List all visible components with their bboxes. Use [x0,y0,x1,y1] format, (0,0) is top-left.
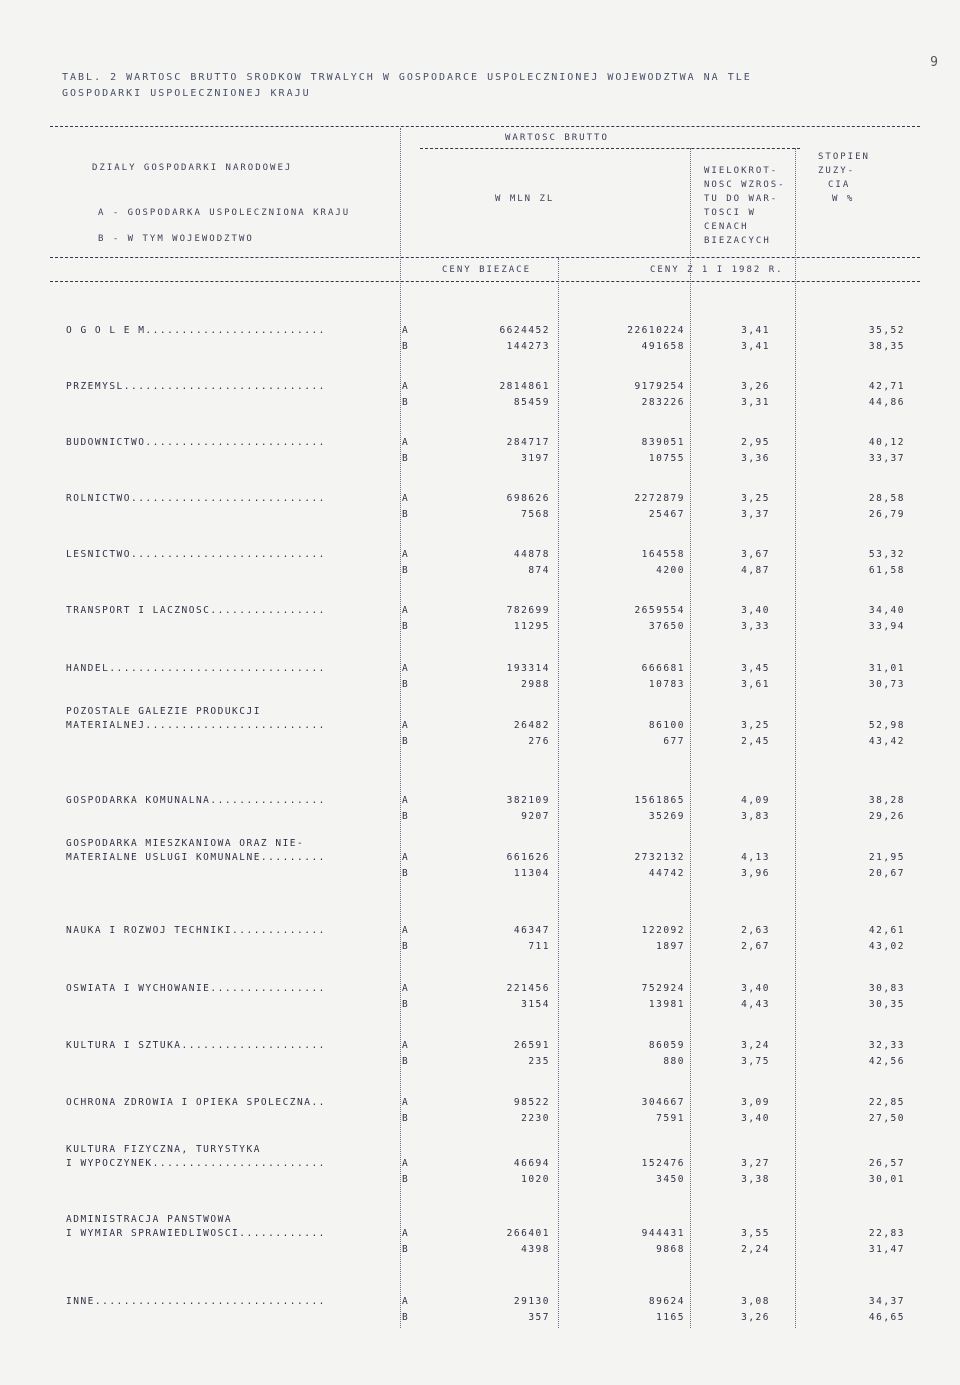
value-mln-1982: 2732132 [634,852,685,863]
header-stopien: CIA [828,180,851,190]
value-mln-biezace: 46347 [513,925,550,936]
row-marker-a: A [402,983,410,994]
value-stopien-zuzycia: 31,01 [868,663,905,674]
row-label: OSWIATA I WYCHOWANIE................ [66,983,326,994]
row-marker-b: B [402,509,410,520]
table-row-a [0,381,960,393]
header-wielokrot: BIEZACYCH [704,236,771,246]
value-stopien-zuzycia: 32,33 [868,1040,905,1051]
value-mln-biezace: 4398 [521,1244,550,1255]
row-label: LESNICTWO........................... [66,549,326,560]
row-label-line [0,1214,960,1226]
value-mln-1982: 4200 [656,565,685,576]
table-row-a [0,1228,960,1240]
row-label: MATERIALNE USLUGI KOMUNALNE......... [66,852,326,863]
value-mln-1982: 1561865 [634,795,685,806]
row-marker-a: A [402,605,410,616]
row-marker-a: A [402,925,410,936]
value-wielokrotnosc: 3,26 [741,381,770,392]
table-row-a [0,605,960,617]
row-label: MATERIALNEJ......................... [66,720,326,731]
value-stopien-zuzycia: 20,67 [868,868,905,879]
header-wartosc: WARTOSC BRUTTO [505,133,609,143]
value-mln-biezace: 98522 [513,1097,550,1108]
row-label: POZOSTALE GALEZIE PRODUKCJI [66,706,261,717]
value-stopien-zuzycia: 42,71 [868,381,905,392]
value-wielokrotnosc: 3,40 [741,983,770,994]
value-mln-1982: 2272879 [634,493,685,504]
value-mln-biezace: 144273 [506,341,550,352]
value-stopien-zuzycia: 43,02 [868,941,905,952]
table-row-a [0,1040,960,1052]
value-mln-biezace: 6624452 [499,325,550,336]
value-wielokrotnosc: 3,75 [741,1056,770,1067]
value-mln-biezace: 11295 [513,621,550,632]
value-mln-1982: 752924 [641,983,685,994]
value-mln-1982: 164558 [641,549,685,560]
table-row-a [0,795,960,807]
row-label: HANDEL.............................. [66,663,326,674]
value-wielokrotnosc: 2,67 [741,941,770,952]
table-row-b [0,509,960,521]
value-mln-1982: 13981 [648,999,685,1010]
table-row-b [0,679,960,691]
header-wielokrot: CENACH [704,222,749,232]
value-stopien-zuzycia: 30,83 [868,983,905,994]
value-mln-1982: 22610224 [627,325,685,336]
header-legend-a: A - GOSPODARKA USPOLECZNIONA KRAJU [98,208,351,218]
value-mln-biezace: 221456 [506,983,550,994]
row-marker-b: B [402,341,410,352]
value-mln-biezace: 26591 [513,1040,550,1051]
value-wielokrotnosc: 3,55 [741,1228,770,1239]
table-row-b [0,1113,960,1125]
row-label: O G O L E M......................... [66,325,326,336]
value-wielokrotnosc: 3,33 [741,621,770,632]
row-marker-b: B [402,868,410,879]
row-marker-a: A [402,325,410,336]
header-ceny-biezace: CENY BIEZACE [442,265,532,275]
table-row-a [0,663,960,675]
header-wielokrot: WIELOKROT- [704,166,779,176]
value-stopien-zuzycia: 44,86 [868,397,905,408]
value-mln-biezace: 85459 [513,397,550,408]
value-mln-biezace: 7568 [521,509,550,520]
value-stopien-zuzycia: 33,94 [868,621,905,632]
value-mln-biezace: 26482 [513,720,550,731]
value-mln-biezace: 661626 [506,852,550,863]
row-label-line [0,706,960,718]
row-label: I WYMIAR SPRAWIEDLIWOSCI............ [66,1228,326,1239]
row-marker-b: B [402,621,410,632]
row-marker-b: B [402,565,410,576]
table-row-a [0,549,960,561]
header-stopien: STOPIEN [818,152,870,162]
value-wielokrotnosc: 3,24 [741,1040,770,1051]
value-stopien-zuzycia: 42,56 [868,1056,905,1067]
row-marker-a: A [402,437,410,448]
page-number: 9 [930,55,938,70]
value-mln-1982: 666681 [641,663,685,674]
value-mln-1982: 9179254 [634,381,685,392]
value-mln-1982: 86059 [648,1040,685,1051]
value-mln-1982: 304667 [641,1097,685,1108]
value-wielokrotnosc: 3,36 [741,453,770,464]
table-row-a [0,437,960,449]
value-mln-biezace: 29130 [513,1296,550,1307]
value-stopien-zuzycia: 28,58 [868,493,905,504]
row-marker-b: B [402,679,410,690]
row-marker-b: B [402,1056,410,1067]
header-legend-b: B - W TYM WOJEWODZTWO [98,234,254,244]
value-mln-biezace: 284717 [506,437,550,448]
row-label: KULTURA FIZYCZNA, TURYSTYKA [66,1144,261,1155]
value-stopien-zuzycia: 53,32 [868,549,905,560]
value-stopien-zuzycia: 33,37 [868,453,905,464]
value-mln-1982: 89624 [648,1296,685,1307]
value-stopien-zuzycia: 27,50 [868,1113,905,1124]
row-label: ADMINISTRACJA PANSTWOWA [66,1214,233,1225]
row-label: GOSPODARKA KOMUNALNA................ [66,795,326,806]
row-marker-a: A [402,1228,410,1239]
table-row-a [0,720,960,732]
value-wielokrotnosc: 2,24 [741,1244,770,1255]
table-row-b [0,1244,960,1256]
row-marker-a: A [402,663,410,674]
table-title-continued: GOSPODARKI USPOLECZNIONEJ KRAJU [62,88,311,99]
value-mln-biezace: 711 [528,941,550,952]
value-wielokrotnosc: 3,25 [741,493,770,504]
value-mln-1982: 839051 [641,437,685,448]
value-wielokrotnosc: 3,41 [741,325,770,336]
value-mln-biezace: 1020 [521,1174,550,1185]
value-wielokrotnosc: 3,40 [741,1113,770,1124]
value-mln-1982: 10755 [648,453,685,464]
table-row-a [0,1296,960,1308]
value-mln-biezace: 2988 [521,679,550,690]
table-row-b [0,736,960,748]
value-stopien-zuzycia: 34,37 [868,1296,905,1307]
table-row-b [0,999,960,1011]
value-mln-1982: 944431 [641,1228,685,1239]
value-wielokrotnosc: 3,41 [741,341,770,352]
row-marker-b: B [402,1113,410,1124]
row-label: ROLNICTWO........................... [66,493,326,504]
value-wielokrotnosc: 3,40 [741,605,770,616]
row-marker-a: A [402,1158,410,1169]
value-stopien-zuzycia: 38,35 [868,341,905,352]
table-row-b [0,941,960,953]
value-wielokrotnosc: 3,83 [741,811,770,822]
value-mln-biezace: 193314 [506,663,550,674]
table-row-b [0,565,960,577]
value-stopien-zuzycia: 61,58 [868,565,905,576]
table-row-b [0,868,960,880]
value-wielokrotnosc: 3,67 [741,549,770,560]
table-row-b [0,1056,960,1068]
value-mln-1982: 880 [663,1056,685,1067]
value-wielokrotnosc: 3,26 [741,1312,770,1323]
value-wielokrotnosc: 3,27 [741,1158,770,1169]
row-marker-b: B [402,1312,410,1323]
row-marker-a: A [402,493,410,504]
row-label-line [0,838,960,850]
header-sub-rule [420,148,800,149]
value-wielokrotnosc: 4,87 [741,565,770,576]
value-wielokrotnosc: 2,95 [741,437,770,448]
value-stopien-zuzycia: 35,52 [868,325,905,336]
value-mln-biezace: 2230 [521,1113,550,1124]
value-mln-1982: 35269 [648,811,685,822]
value-wielokrotnosc: 3,09 [741,1097,770,1108]
value-mln-1982: 9868 [656,1244,685,1255]
row-marker-a: A [402,1097,410,1108]
value-stopien-zuzycia: 21,95 [868,852,905,863]
table-row-a [0,493,960,505]
table-row-b [0,453,960,465]
table-row-b [0,397,960,409]
value-mln-1982: 1165 [656,1312,685,1323]
value-mln-1982: 677 [663,736,685,747]
value-stopien-zuzycia: 42,61 [868,925,905,936]
header-bottom-rule [50,281,920,282]
value-mln-biezace: 698626 [506,493,550,504]
value-mln-biezace: 9207 [521,811,550,822]
value-mln-biezace: 46694 [513,1158,550,1169]
value-wielokrotnosc: 3,31 [741,397,770,408]
value-wielokrotnosc: 3,38 [741,1174,770,1185]
row-marker-a: A [402,1296,410,1307]
value-mln-biezace: 3197 [521,453,550,464]
value-mln-1982: 122092 [641,925,685,936]
table-row-b [0,1312,960,1324]
value-wielokrotnosc: 4,13 [741,852,770,863]
value-wielokrotnosc: 3,37 [741,509,770,520]
value-stopien-zuzycia: 38,28 [868,795,905,806]
value-mln-1982: 86100 [648,720,685,731]
row-marker-b: B [402,811,410,822]
value-mln-1982: 44742 [648,868,685,879]
row-marker-a: A [402,549,410,560]
row-label: NAUKA I ROZWOJ TECHNIKI............. [66,925,326,936]
row-label: KULTURA I SZTUKA.................... [66,1040,326,1051]
row-marker-b: B [402,736,410,747]
value-stopien-zuzycia: 29,26 [868,811,905,822]
value-mln-1982: 1897 [656,941,685,952]
value-mln-biezace: 276 [528,736,550,747]
table-row-a [0,1158,960,1170]
header-stopien: ZUZY- [818,166,856,176]
header-w-mln-zl: W MLN ZL [495,194,555,204]
row-label: BUDOWNICTWO......................... [66,437,326,448]
value-stopien-zuzycia: 34,40 [868,605,905,616]
value-stopien-zuzycia: 22,83 [868,1228,905,1239]
header-stopien: W % [832,194,855,204]
value-wielokrotnosc: 2,45 [741,736,770,747]
value-wielokrotnosc: 3,61 [741,679,770,690]
table-row-a [0,852,960,864]
table-row-a [0,325,960,337]
value-wielokrotnosc: 3,96 [741,868,770,879]
value-mln-biezace: 3154 [521,999,550,1010]
value-mln-biezace: 11304 [513,868,550,879]
value-mln-biezace: 44878 [513,549,550,560]
value-mln-biezace: 782699 [506,605,550,616]
value-wielokrotnosc: 4,43 [741,999,770,1010]
value-mln-1982: 491658 [641,341,685,352]
table-row-a [0,1097,960,1109]
row-marker-b: B [402,941,410,952]
value-wielokrotnosc: 2,63 [741,925,770,936]
value-mln-1982: 152476 [641,1158,685,1169]
value-mln-1982: 3450 [656,1174,685,1185]
value-wielokrotnosc: 4,09 [741,795,770,806]
header-ceny-1982: CENY Z 1 I 1982 R. [650,265,784,275]
value-mln-1982: 25467 [648,509,685,520]
value-mln-biezace: 874 [528,565,550,576]
value-stopien-zuzycia: 30,73 [868,679,905,690]
value-mln-biezace: 266401 [506,1228,550,1239]
row-marker-b: B [402,1244,410,1255]
table-row-a [0,925,960,937]
row-marker-a: A [402,852,410,863]
value-mln-1982: 7591 [656,1113,685,1124]
row-label-line [0,1144,960,1156]
row-marker-a: A [402,1040,410,1051]
row-marker-b: B [402,453,410,464]
value-stopien-zuzycia: 26,79 [868,509,905,520]
value-mln-1982: 37650 [648,621,685,632]
table-row-b [0,341,960,353]
value-wielokrotnosc: 3,45 [741,663,770,674]
row-marker-b: B [402,397,410,408]
value-stopien-zuzycia: 52,98 [868,720,905,731]
value-mln-1982: 10783 [648,679,685,690]
header-middle-rule [50,257,920,258]
value-wielokrotnosc: 3,08 [741,1296,770,1307]
header-top-rule [50,126,920,127]
row-marker-a: A [402,795,410,806]
value-stopien-zuzycia: 30,35 [868,999,905,1010]
row-label: OCHRONA ZDROWIA I OPIEKA SPOLECZNA.. [66,1097,326,1108]
value-stopien-zuzycia: 30,01 [868,1174,905,1185]
table-row-b [0,621,960,633]
row-marker-b: B [402,1174,410,1185]
row-label: INNE................................ [66,1296,326,1307]
table-row-a [0,983,960,995]
value-mln-biezace: 2814861 [499,381,550,392]
header-wielokrot: TOSCI W [704,208,756,218]
table-title: TABL. 2 WARTOSC BRUTTO SRODKOW TRWALYCH W GOSPODARCE USPOLECZNIONEJ WOJEWODZTWA NA TLE [62,72,752,83]
header-dzialy: DZIALY GOSPODARKI NARODOWEJ [92,163,293,173]
row-label: GOSPODARKA MIESZKANIOWA ORAZ NIE- [66,838,305,849]
value-mln-1982: 2659554 [634,605,685,616]
value-stopien-zuzycia: 26,57 [868,1158,905,1169]
header-wielokrot: NOSC WZROS- [704,180,786,190]
row-marker-a: A [402,381,410,392]
header-wielokrot: TU DO WAR- [704,194,779,204]
value-stopien-zuzycia: 46,65 [868,1312,905,1323]
row-label: TRANSPORT I LACZNOSC................ [66,605,326,616]
value-mln-biezace: 357 [528,1312,550,1323]
value-wielokrotnosc: 3,25 [741,720,770,731]
value-mln-biezace: 382109 [506,795,550,806]
row-label: I WYPOCZYNEK........................ [66,1158,326,1169]
value-mln-1982: 283226 [641,397,685,408]
table-row-b [0,811,960,823]
value-stopien-zuzycia: 43,42 [868,736,905,747]
table-row-b [0,1174,960,1186]
row-marker-b: B [402,999,410,1010]
value-stopien-zuzycia: 22,85 [868,1097,905,1108]
value-stopien-zuzycia: 31,47 [868,1244,905,1255]
row-marker-a: A [402,720,410,731]
value-stopien-zuzycia: 40,12 [868,437,905,448]
value-mln-biezace: 235 [528,1056,550,1067]
row-label: PRZEMYSL............................ [66,381,326,392]
